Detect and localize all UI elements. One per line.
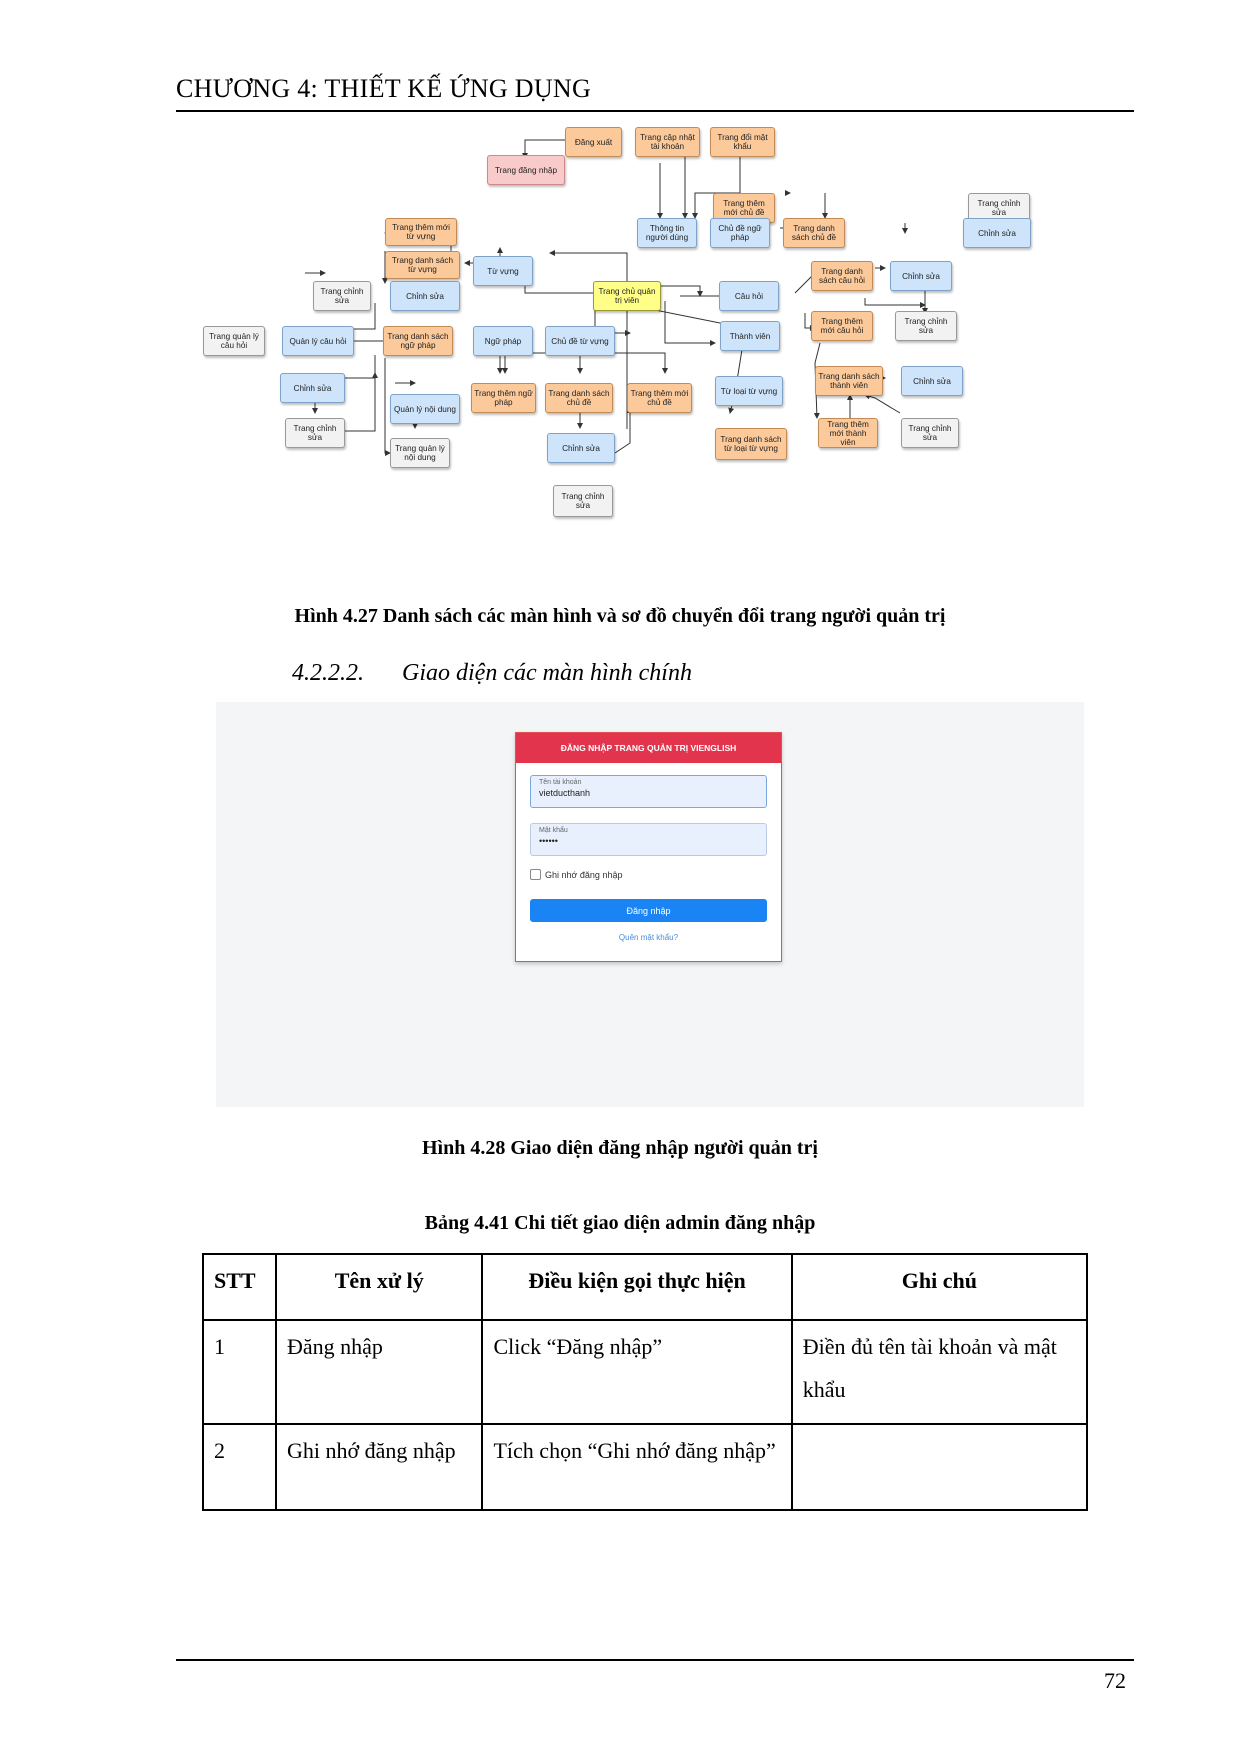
subsection-heading [292, 660, 692, 687]
subsection-title: Giao diện các màn hình chính [402, 660, 692, 686]
node-chinh-sua-b: Chỉnh sửa [390, 281, 460, 311]
password-value: •••••• [539, 836, 558, 846]
node-trang-quan-ly-cau-hoi: Trang quản lý câu hỏi [203, 326, 265, 356]
cell-dieu-kien: Tích chọn “Ghi nhớ đăng nhập” [482, 1424, 791, 1510]
footer-divider [176, 1659, 1134, 1661]
node-trang-chinh-sua-c: Trang chỉnh sửa [895, 311, 957, 341]
page-number: 72 [1104, 1668, 1126, 1693]
cell-stt: 1 [203, 1320, 276, 1424]
node-chinh-sua-a: Chỉnh sửa [963, 218, 1031, 248]
header-stt: STT [203, 1254, 276, 1320]
node-trang-chu-quan-tri-vien: Trang chủ quản trị viên [593, 281, 661, 311]
node-trang-chinh-sua-f: Trang chỉnh sửa [553, 485, 613, 517]
admin-page-flow-diagram [209, 133, 1075, 573]
node-trang-them-moi-chu-de-2: Trang thêm mới chủ đề [627, 383, 692, 413]
login-screenshot [216, 702, 1084, 1107]
header-divider [176, 110, 1134, 112]
table-row [203, 1320, 1087, 1424]
node-quan-ly-noi-dung: Quản lý nội dung [390, 394, 460, 424]
node-thanh-vien: Thành viên [720, 321, 780, 351]
table-header-row [203, 1254, 1087, 1320]
node-chinh-sua-e: Chỉnh sửa [901, 366, 963, 396]
node-chinh-sua-c: Chỉnh sửa [890, 261, 952, 291]
remember-checkbox[interactable] [530, 869, 541, 880]
remember-label: Ghi nhớ đăng nhập [545, 869, 623, 880]
node-cau-hoi: Câu hỏi [719, 281, 779, 311]
node-trang-danh-sach-tu-vung: Trang danh sách từ vựng [385, 251, 460, 279]
subsection-number: 4.2.2.2. [292, 660, 364, 686]
header-ghi-chu: Ghi chú [792, 1254, 1087, 1320]
login-header: ĐĂNG NHẬP TRANG QUẢN TRỊ VIENGLISH [516, 733, 781, 763]
node-thong-tin-nguoi-dung: Thông tin người dùng [637, 218, 697, 248]
figure-4-28-caption: Hình 4.28 Giao diện đăng nhập người quản trị [422, 1137, 818, 1159]
password-label: Mật khẩu [539, 827, 568, 834]
node-chu-de-ngu-phap: Chủ đề ngữ pháp [710, 218, 770, 248]
cell-dieu-kien: Click “Đăng nhập” [482, 1320, 791, 1424]
node-trang-cap-nhat-tai-khoan: Trang cập nhật tài khoản [635, 127, 700, 157]
forgot-password-link[interactable]: Quên mật khẩu? [618, 933, 679, 942]
node-ngu-phap: Ngữ pháp [473, 326, 533, 356]
node-trang-danh-sach-thanh-vien: Trang danh sách thành viên [815, 366, 883, 396]
cell-ghi-chu: Điền đủ tên tài khoản và mật khẩu [792, 1320, 1087, 1424]
cell-ten-xu-ly: Đăng nhập [276, 1320, 483, 1424]
detail-table [202, 1253, 1088, 1511]
node-trang-them-ngu-phap: Trang thêm ngữ pháp [471, 383, 536, 413]
username-label: Tên tài khoản [539, 779, 582, 786]
figure-4-27-caption: Hình 4.27 Danh sách các màn hình và sơ đồ chuyển đổi trang người quản trị [294, 605, 946, 627]
node-tu-vung: Từ vựng [473, 256, 533, 286]
cell-ghi-chu [792, 1424, 1087, 1510]
node-trang-danh-sach-cau-hoi: Trang danh sách câu hỏi [811, 261, 873, 291]
login-card [515, 732, 782, 962]
node-trang-danh-sach-ngu-phap: Trang danh sách ngữ pháp [383, 326, 453, 356]
table-row [203, 1424, 1087, 1510]
node-trang-them-moi-chu-de: Trang thêm mới chủ đề [713, 193, 775, 223]
node-dang-xuat: Đăng xuất [565, 127, 622, 157]
header-dieu-kien: Điều kiện gọi thực hiện [482, 1254, 791, 1320]
node-trang-them-moi-tu-vung: Trang thêm mới từ vựng [385, 218, 457, 246]
node-trang-dang-nhap: Trang đăng nhập [487, 155, 565, 185]
node-trang-doi-mat-khau: Trang đổi mật khẩu [710, 127, 775, 157]
username-field[interactable] [530, 775, 767, 808]
node-trang-danh-sach-tu-loai-tu-vung: Trang danh sách từ loại từ vựng [715, 428, 787, 460]
node-chinh-sua-f: Chỉnh sửa [547, 433, 615, 463]
node-chu-de-tu-vung: Chủ đề từ vựng [545, 326, 615, 356]
node-trang-danh-sach-chu-de: Trang danh sách chủ đề [783, 218, 845, 248]
node-trang-chinh-sua-a: Trang chỉnh sửa [968, 193, 1030, 223]
node-trang-chinh-sua-e: Trang chỉnh sửa [901, 418, 959, 448]
node-trang-quan-ly-noi-dung: Trang quản lý nội dung [390, 438, 450, 468]
node-quan-ly-cau-hoi: Quản lý câu hỏi [282, 326, 354, 356]
cell-ten-xu-ly: Ghi nhớ đăng nhập [276, 1424, 483, 1510]
login-button[interactable]: Đăng nhập [530, 899, 767, 922]
remember-me[interactable] [530, 869, 622, 880]
username-value: vietducthanh [539, 788, 591, 798]
chapter-header: CHƯƠNG 4: THIẾT KẾ ỨNG DỤNG [176, 74, 592, 103]
node-trang-danh-sach-chu-de-2: Trang danh sách chủ đề [545, 383, 613, 413]
cell-stt: 2 [203, 1424, 276, 1510]
header-ten-xu-ly: Tên xử lý [276, 1254, 483, 1320]
node-trang-chinh-sua-d: Trang chỉnh sửa [285, 418, 345, 448]
password-field[interactable] [530, 823, 767, 856]
node-trang-them-moi-thanh-vien: Trang thêm mới thành viên [818, 418, 878, 448]
node-chinh-sua-d: Chỉnh sửa [280, 373, 345, 403]
node-tu-loai-tu-vung: Từ loại từ vựng [715, 376, 783, 406]
table-caption: Bảng 4.41 Chi tiết giao diện admin đăng nhập [424, 1212, 816, 1234]
node-trang-chinh-sua-b: Trang chỉnh sửa [313, 281, 371, 311]
node-trang-them-moi-cau-hoi: Trang thêm mới câu hỏi [811, 311, 873, 341]
